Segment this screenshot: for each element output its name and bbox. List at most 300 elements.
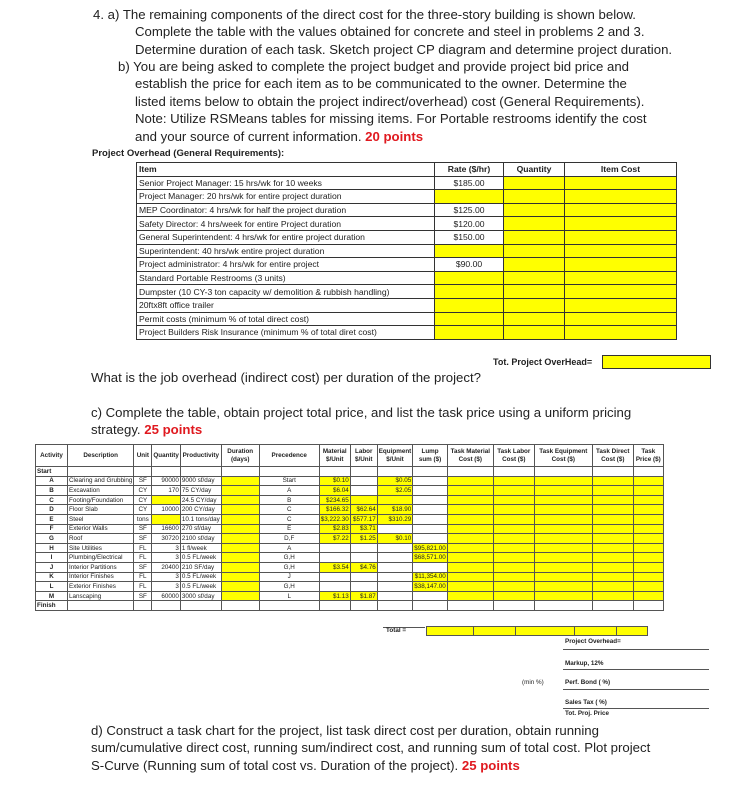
overhead-quantity[interactable] xyxy=(504,271,565,285)
overhead-rate: $185.00 xyxy=(435,176,504,190)
productivity: 2100 sf/day xyxy=(180,534,221,544)
lump-sum[interactable]: $68,571.00 xyxy=(414,554,446,562)
task-labor-cost[interactable] xyxy=(493,591,534,601)
precedence: A xyxy=(259,543,319,553)
equipment-rate[interactable]: $0.10 xyxy=(377,534,413,544)
task-labor-cost[interactable] xyxy=(493,486,534,496)
equipment-rate xyxy=(377,572,413,582)
quantity: 90000 xyxy=(152,476,181,486)
duration[interactable] xyxy=(221,495,259,505)
overhead-rate[interactable] xyxy=(435,285,504,299)
overhead-item-cost[interactable] xyxy=(565,217,677,231)
productivity: 0.5 FL/week xyxy=(180,572,221,582)
task-direct-cost[interactable] xyxy=(592,543,633,553)
lump-sum[interactable]: $95,821.00 xyxy=(414,544,446,552)
task-material-cost[interactable] xyxy=(447,486,493,496)
question-c-line1: c) Complete the table, obtain project total price, and list the task price using a uniform pricing xyxy=(91,405,632,420)
summary-markup-underline xyxy=(563,669,709,670)
description: Roof xyxy=(68,534,134,544)
summary-min-label: (min %) xyxy=(522,679,544,686)
material-rate xyxy=(319,553,350,563)
labor-rate[interactable]: $3.71 xyxy=(350,524,377,534)
overhead-total-label: Tot. Project OverHead= xyxy=(493,357,593,367)
th-unit: Unit xyxy=(134,445,152,467)
summary-tax-underline xyxy=(563,708,709,709)
task-equipment-cost[interactable] xyxy=(534,476,592,486)
th-lump-sum: Lump sum ($) xyxy=(413,445,448,467)
labor-rate[interactable]: $4.76 xyxy=(350,562,377,572)
task-labor-cost[interactable] xyxy=(493,543,534,553)
overhead-row xyxy=(137,258,677,272)
lump-sum[interactable]: $11,354.00 xyxy=(414,573,446,581)
overhead-quantity[interactable] xyxy=(504,258,565,272)
equipment-rate xyxy=(377,543,413,553)
task-row xyxy=(36,553,664,563)
task-price[interactable] xyxy=(633,553,663,563)
unit: SF xyxy=(134,534,152,544)
labor-rate xyxy=(350,572,377,582)
task-material-cost[interactable] xyxy=(447,543,493,553)
summary-overhead-label: Project Overhead= xyxy=(565,638,621,645)
description: Footing/Foundation xyxy=(68,495,134,505)
question-d xyxy=(91,722,736,774)
lump-sum[interactable]: $38,147.00 xyxy=(414,582,446,590)
total-cell-material[interactable] xyxy=(426,626,474,636)
overhead-quantity[interactable] xyxy=(504,230,565,244)
overhead-rate[interactable] xyxy=(435,244,504,258)
overhead-quantity[interactable] xyxy=(504,285,565,299)
th-equipment: Equipment $/Unit xyxy=(377,445,413,467)
duration[interactable] xyxy=(221,572,259,582)
question-d-line: d) Construct a task chart for the project, list task direct cost per duration, obtain running xyxy=(91,723,599,738)
overhead-item-cost[interactable] xyxy=(565,298,677,312)
task-direct-cost[interactable] xyxy=(592,476,633,486)
task-equipment-cost[interactable] xyxy=(534,562,592,572)
precedence: C xyxy=(259,505,319,515)
overhead-rate[interactable] xyxy=(435,312,504,326)
task-material-cost[interactable] xyxy=(447,514,493,524)
description: Interior Finishes xyxy=(68,572,134,582)
task-price[interactable] xyxy=(633,582,663,592)
lump-sum xyxy=(413,524,448,534)
activity-id: D xyxy=(36,505,68,515)
activity-id: M xyxy=(36,591,68,601)
quantity: 60000 xyxy=(152,591,181,601)
task-labor-cost[interactable] xyxy=(493,534,534,544)
overhead-item: Permit costs (minimum % of total direct cost) xyxy=(137,312,435,326)
task-direct-cost[interactable] xyxy=(592,505,633,515)
finish-label: Finish xyxy=(36,601,68,611)
equipment-rate[interactable]: $18.90 xyxy=(377,505,413,515)
task-material-cost[interactable] xyxy=(447,582,493,592)
overhead-quantity[interactable] xyxy=(504,244,565,258)
activity-id: L xyxy=(36,582,68,592)
precedence: D,F xyxy=(259,534,319,544)
lump-sum xyxy=(413,591,448,601)
task-price[interactable] xyxy=(633,591,663,601)
th-labor: Labor $/Unit xyxy=(350,445,377,467)
quantity[interactable] xyxy=(152,514,181,524)
overhead-item-cost[interactable] xyxy=(565,244,677,258)
productivity: 200 CY/day xyxy=(180,505,221,515)
total-cell-direct[interactable] xyxy=(574,626,617,636)
header-item-cost: Item Cost xyxy=(565,163,677,177)
task-material-cost[interactable] xyxy=(447,476,493,486)
labor-rate[interactable] xyxy=(350,495,377,505)
overhead-item-cost[interactable] xyxy=(565,326,677,340)
th-precedence: Precedence xyxy=(259,445,319,467)
overhead-rate: $120.00 xyxy=(435,217,504,231)
task-row xyxy=(36,524,664,534)
total-label: Total = xyxy=(386,627,407,634)
productivity: 10.1 tons/day xyxy=(181,515,220,523)
overhead-quantity[interactable] xyxy=(504,298,565,312)
task-labor-cost[interactable] xyxy=(493,553,534,563)
unit: SF xyxy=(134,476,152,486)
duration[interactable] xyxy=(221,534,259,544)
task-price[interactable] xyxy=(633,486,663,496)
overhead-row xyxy=(137,230,677,244)
summary-tax-label: Sales Tax ( %) xyxy=(565,699,607,706)
unit: SF xyxy=(134,562,152,572)
unit: FL xyxy=(134,553,152,563)
task-equipment-cost[interactable] xyxy=(534,495,592,505)
task-row xyxy=(36,591,664,601)
summary-bond-underline xyxy=(563,689,709,690)
material-rate xyxy=(319,543,350,553)
lump-sum xyxy=(413,495,448,505)
th-description: Description xyxy=(68,445,134,467)
overhead-row xyxy=(137,285,677,299)
lump-sum xyxy=(413,476,448,486)
material-rate[interactable]: $0.10 xyxy=(319,476,350,486)
duration[interactable] xyxy=(221,524,259,534)
task-price[interactable] xyxy=(633,524,663,534)
overhead-item: Project Builders Risk Insurance (minimum % of total diret cost) xyxy=(137,326,435,340)
material-rate[interactable]: $3,222.30 xyxy=(320,515,349,523)
task-labor-cost[interactable] xyxy=(493,514,534,524)
task-table xyxy=(35,444,664,611)
unit: FL xyxy=(134,572,152,582)
labor-rate[interactable]: $577.17 xyxy=(350,514,377,524)
overhead-item: General Superintendent: 4 hrs/wk for entire project duration xyxy=(137,230,435,244)
overhead-header-row xyxy=(137,163,677,177)
equipment-rate[interactable]: $310.29 xyxy=(377,514,413,524)
overhead-row xyxy=(137,217,677,231)
overhead-rate[interactable] xyxy=(435,326,504,340)
precedence: E xyxy=(259,524,319,534)
task-direct-cost[interactable] xyxy=(592,524,633,534)
question-b-last xyxy=(118,128,738,145)
labor-rate[interactable]: $62.64 xyxy=(350,505,377,515)
overhead-row xyxy=(137,190,677,204)
description: Clearing and Grubbing xyxy=(69,477,133,485)
labor-rate[interactable]: $1.87 xyxy=(350,591,377,601)
header-quantity: Quantity xyxy=(504,163,565,177)
question-d-line: sum/cumulative direct cost, running sum/indirect cost, and running sum of total cost. Plot project xyxy=(91,740,651,756)
question-b-prefix: b) You are being asked to complete the project budget and provide project bid price and xyxy=(118,59,629,74)
equipment-rate xyxy=(377,582,413,592)
task-price[interactable] xyxy=(633,562,663,572)
task-material-cost[interactable] xyxy=(447,572,493,582)
equipment-rate xyxy=(377,562,413,572)
lump-sum xyxy=(413,534,448,544)
overhead-item-cost[interactable] xyxy=(565,190,677,204)
overhead-item-cost[interactable] xyxy=(565,312,677,326)
overhead-rate[interactable] xyxy=(435,190,504,204)
start-label: Start xyxy=(36,467,68,477)
precedence: B xyxy=(259,495,319,505)
task-material-cost[interactable] xyxy=(447,553,493,563)
duration[interactable] xyxy=(221,505,259,515)
equipment-rate[interactable]: $2.05 xyxy=(377,486,413,496)
question-d-last-line: S-Curve (Running sum of total cost vs. Duration of the project). xyxy=(91,757,459,773)
lump-sum xyxy=(413,486,448,496)
overhead-item: Safety Director: 4 hrs/week for entire Project duration xyxy=(137,217,435,231)
activity-id: F xyxy=(36,524,68,534)
question-c xyxy=(91,404,731,439)
precedence: Start xyxy=(259,476,319,486)
overhead-item-cost[interactable] xyxy=(565,176,677,190)
question-a xyxy=(93,6,733,58)
task-labor-cost[interactable] xyxy=(493,524,534,534)
lump-sum xyxy=(413,514,448,524)
task-labor-cost[interactable] xyxy=(493,505,534,515)
overhead-quantity[interactable] xyxy=(504,203,565,217)
material-rate[interactable]: $234.65 xyxy=(319,495,350,505)
unit: SF xyxy=(134,524,152,534)
task-row xyxy=(36,572,664,582)
summary-markup-label: Markup, 12% xyxy=(565,660,604,667)
duration[interactable] xyxy=(221,486,259,496)
activity-id: J xyxy=(36,562,68,572)
task-direct-cost[interactable] xyxy=(592,534,633,544)
th-task-labor: Task Labor Cost ($) xyxy=(493,445,534,467)
unit: FL xyxy=(134,582,152,592)
activity-id: K xyxy=(36,572,68,582)
precedence: G,H xyxy=(259,553,319,563)
productivity: 0.5 FL/week xyxy=(180,553,221,563)
overhead-item-cost[interactable] xyxy=(565,258,677,272)
activity-id: H xyxy=(36,543,68,553)
task-row xyxy=(36,534,664,544)
labor-rate xyxy=(350,543,377,553)
duration[interactable] xyxy=(221,582,259,592)
question-b-points: 20 points xyxy=(365,128,424,144)
equipment-rate[interactable]: $0.05 xyxy=(377,476,413,486)
productivity: 1 fl/week xyxy=(180,543,221,553)
task-labor-cost[interactable] xyxy=(493,495,534,505)
duration[interactable] xyxy=(221,476,259,486)
overhead-total-cell[interactable] xyxy=(602,355,711,369)
material-rate[interactable]: $1.13 xyxy=(319,591,350,601)
overhead-item: Project Manager: 20 hrs/wk for entire project duration xyxy=(137,190,435,204)
labor-rate xyxy=(350,582,377,592)
th-productivity: Productivity xyxy=(180,445,221,467)
task-price[interactable] xyxy=(633,543,663,553)
activity-id: B xyxy=(36,486,68,496)
duration[interactable] xyxy=(221,543,259,553)
summary-price-label: Tot. Proj. Price xyxy=(565,710,609,717)
task-equipment-cost[interactable] xyxy=(534,553,592,563)
description: Steel xyxy=(68,514,134,524)
task-direct-cost[interactable] xyxy=(592,582,633,592)
labor-rate[interactable]: $1.25 xyxy=(350,534,377,544)
duration[interactable] xyxy=(221,562,259,572)
duration[interactable] xyxy=(221,591,259,601)
labor-rate xyxy=(350,486,377,496)
overhead-item: Standard Portable Restrooms (3 units) xyxy=(137,271,435,285)
header-item: Item xyxy=(137,163,435,177)
header-rate: Rate ($/hr) xyxy=(435,163,504,177)
task-labor-cost[interactable] xyxy=(493,476,534,486)
quantity[interactable] xyxy=(152,495,181,505)
unit: CY xyxy=(134,495,152,505)
productivity: 9000 sf/day xyxy=(180,476,221,486)
overhead-row xyxy=(137,326,677,340)
task-price[interactable] xyxy=(633,495,663,505)
activity-id: E xyxy=(36,514,68,524)
task-material-cost[interactable] xyxy=(447,534,493,544)
task-labor-cost[interactable] xyxy=(493,572,534,582)
lump-sum xyxy=(413,562,448,572)
duration[interactable] xyxy=(221,514,259,524)
task-direct-cost[interactable] xyxy=(592,514,633,524)
productivity: 270 sf/day xyxy=(180,524,221,534)
overhead-item-cost[interactable] xyxy=(565,203,677,217)
th-task-price: Task Price ($) xyxy=(633,445,663,467)
task-equipment-cost[interactable] xyxy=(534,505,592,515)
overhead-item: MEP Coordinator: 4 hrs/wk for half the project duration xyxy=(137,203,435,217)
material-rate[interactable]: $7.22 xyxy=(319,534,350,544)
material-rate[interactable]: $6.04 xyxy=(319,486,350,496)
task-equipment-cost[interactable] xyxy=(534,486,592,496)
overhead-row xyxy=(137,244,677,258)
unit: SF xyxy=(134,591,152,601)
question-a-prefix: 4. a) The remaining components of the direct cost for the three-story building is shown below. xyxy=(93,7,636,22)
th-quantity: Quantity xyxy=(152,445,181,467)
task-equipment-cost[interactable] xyxy=(534,591,592,601)
task-material-cost[interactable] xyxy=(447,524,493,534)
equipment-rate xyxy=(377,591,413,601)
task-direct-cost[interactable] xyxy=(592,495,633,505)
task-equipment-cost[interactable] xyxy=(534,572,592,582)
overhead-item: Dumpster (10 CY-3 ton capacity w/ demolition & rubbish handling) xyxy=(137,285,435,299)
task-material-cost[interactable] xyxy=(447,562,493,572)
summary-bond-label: Perf. Bond ( %) xyxy=(565,679,611,686)
precedence: G,H xyxy=(259,582,319,592)
overhead-item-cost[interactable] xyxy=(565,230,677,244)
overhead-rate: $90.00 xyxy=(435,258,504,272)
quantity: 3 xyxy=(152,543,181,553)
question-c-line2: strategy. xyxy=(91,422,141,438)
start-row xyxy=(36,467,664,477)
unit: FL xyxy=(134,543,152,553)
task-material-cost[interactable] xyxy=(447,495,493,505)
precedence: L xyxy=(259,591,319,601)
overhead-row xyxy=(137,312,677,326)
task-price[interactable] xyxy=(633,514,663,524)
total-cell-price[interactable] xyxy=(616,626,648,636)
material-rate[interactable]: $166.32 xyxy=(319,505,350,515)
overhead-quantity[interactable] xyxy=(504,326,565,340)
overhead-quantity[interactable] xyxy=(504,312,565,326)
labor-rate xyxy=(350,476,377,486)
quantity: 3 xyxy=(152,553,181,563)
overhead-row xyxy=(137,176,677,190)
overhead-rate[interactable] xyxy=(435,271,504,285)
precedence: C xyxy=(259,514,319,524)
precedence: J xyxy=(259,572,319,582)
task-price[interactable] xyxy=(633,505,663,515)
task-equipment-cost[interactable] xyxy=(534,514,592,524)
task-labor-cost[interactable] xyxy=(493,582,534,592)
overhead-item: 20ftx8ft office trailer xyxy=(137,298,435,312)
material-rate[interactable]: $3.54 xyxy=(319,562,350,572)
task-equipment-cost[interactable] xyxy=(534,582,592,592)
overhead-title: Project Overhead (General Requirements): xyxy=(92,148,285,159)
overhead-quantity[interactable] xyxy=(504,176,565,190)
task-header-row xyxy=(36,445,664,467)
task-row xyxy=(36,486,664,496)
quantity: 16600 xyxy=(152,524,181,534)
overhead-rate: $125.00 xyxy=(435,203,504,217)
material-rate xyxy=(319,582,350,592)
total-cell-labor[interactable] xyxy=(473,626,516,636)
task-price[interactable] xyxy=(633,534,663,544)
task-direct-cost[interactable] xyxy=(592,572,633,582)
material-rate[interactable]: $2.83 xyxy=(319,524,350,534)
overhead-item-cost[interactable] xyxy=(565,285,677,299)
overhead-item-cost[interactable] xyxy=(565,271,677,285)
task-price[interactable] xyxy=(633,572,663,582)
th-duration: Duration (days) xyxy=(221,445,259,467)
question-b xyxy=(118,58,738,145)
task-labor-cost[interactable] xyxy=(493,562,534,572)
task-direct-cost[interactable] xyxy=(592,486,633,496)
unit: CY xyxy=(134,505,152,515)
equipment-rate[interactable] xyxy=(377,495,413,505)
task-equipment-cost[interactable] xyxy=(534,543,592,553)
task-direct-cost[interactable] xyxy=(592,591,633,601)
task-equipment-cost[interactable] xyxy=(534,524,592,534)
overhead-quantity[interactable] xyxy=(504,217,565,231)
task-row xyxy=(36,505,664,515)
task-price[interactable] xyxy=(633,476,663,486)
task-equipment-cost[interactable] xyxy=(534,534,592,544)
productivity: 24.5 CY/day xyxy=(180,495,221,505)
duration[interactable] xyxy=(221,553,259,563)
quantity: 170 xyxy=(152,486,181,496)
total-cell-equipment[interactable] xyxy=(515,626,575,636)
overhead-row xyxy=(137,203,677,217)
task-row xyxy=(36,543,664,553)
question-a-line: Determine duration of each task. Sketch project CP diagram and determine project duration. xyxy=(135,41,673,57)
overhead-quantity[interactable] xyxy=(504,190,565,204)
description: Plumbing/Electrical xyxy=(68,553,134,563)
question-b-line: Note: Utilize RSMeans tables for missing items. For Portable restrooms identify the cost xyxy=(135,111,647,127)
task-material-cost[interactable] xyxy=(447,505,493,515)
question-d-last xyxy=(91,757,736,774)
overhead-row xyxy=(137,271,677,285)
overhead-rate[interactable] xyxy=(435,298,504,312)
task-material-cost[interactable] xyxy=(447,591,493,601)
task-direct-cost[interactable] xyxy=(592,553,633,563)
unit: tons xyxy=(134,514,152,524)
task-row xyxy=(36,562,664,572)
task-direct-cost[interactable] xyxy=(592,562,633,572)
material-rate xyxy=(319,572,350,582)
